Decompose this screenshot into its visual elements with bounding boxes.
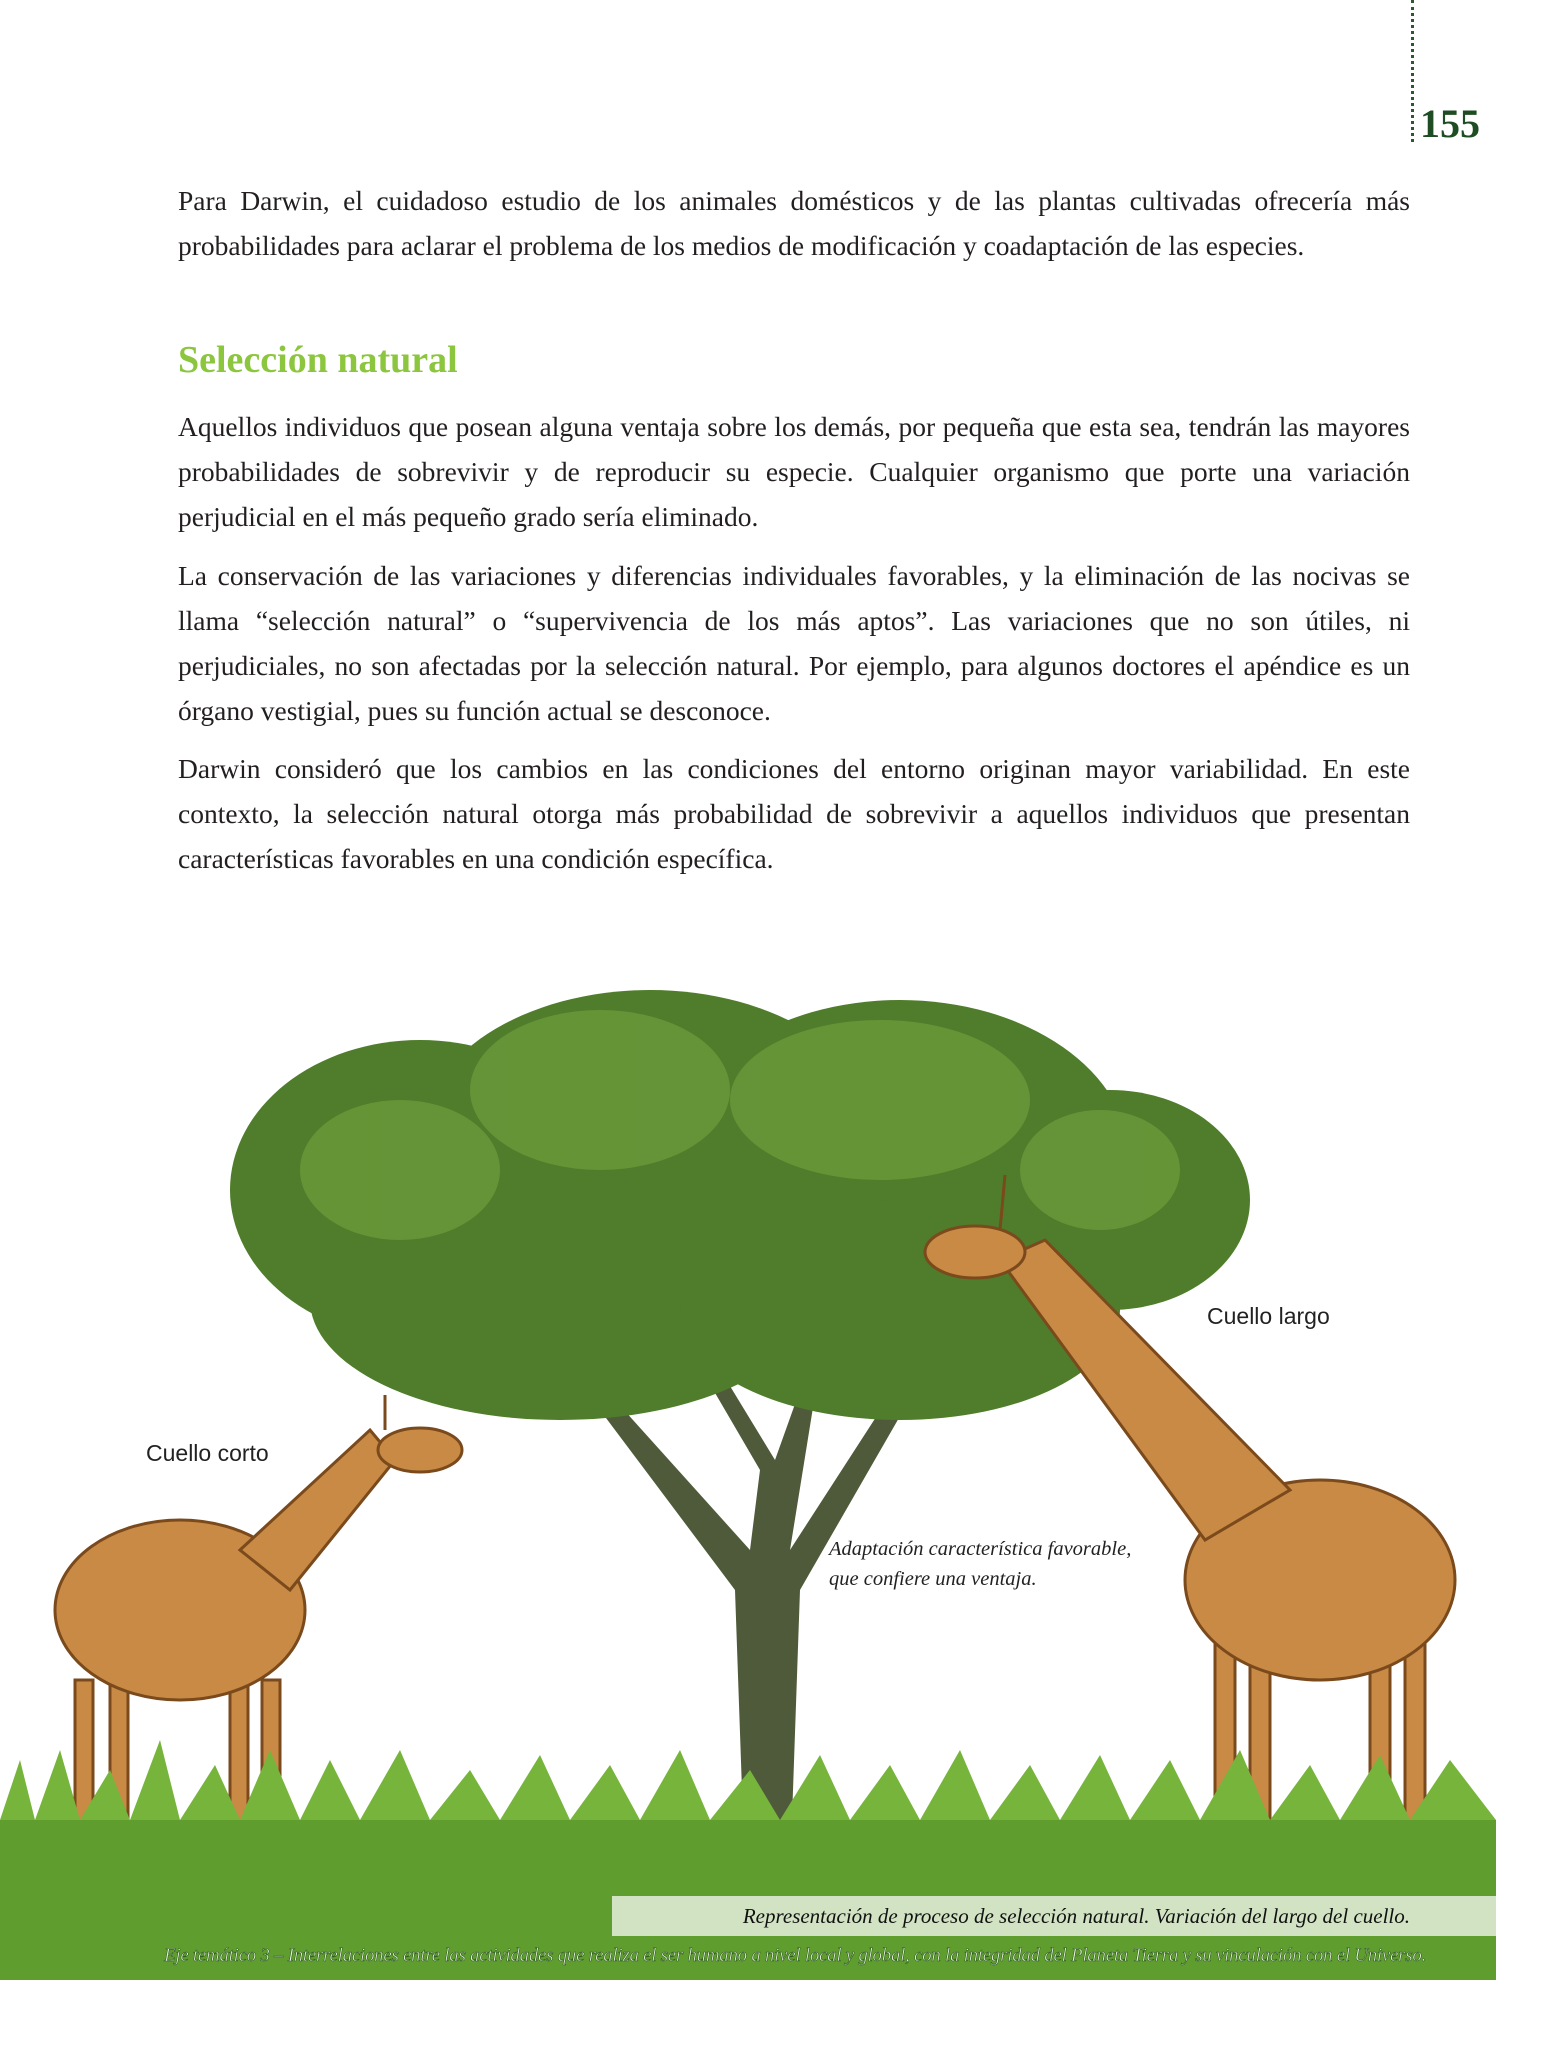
label-short-neck: Cuello corto [146, 1440, 269, 1466]
paragraph: Aquellos individuos que posean alguna ventaja sobre los demás, por pequeña que esta sea, tendrán las mayores probabilidades de sobrevivir y de reproducir su especie. Cualquier organismo que porte una variación perjudicial en el más pequeño grado sería eliminado. [178, 411, 1410, 532]
section-title: Selección natural [178, 339, 458, 381]
adaptation-note-line: que confiere una ventaja. [829, 1568, 1037, 1590]
page-number: 155 [1420, 101, 1480, 146]
adaptation-note-line: Adaptación característica favorable, [829, 1538, 1132, 1560]
label-long-neck: Cuello largo [1207, 1303, 1330, 1329]
paragraph: La conservación de las variaciones y diferencias individuales favorables, y la eliminación de las nocivas se llama “selección natural” o “supervivencia de los más aptos”. Las variaciones que no son útiles, ni perjudiciales, no son afectadas por la selección natural. Por ejemplo, para algunos doctores el apéndice es un órgano vestigial, pues su función actual se desconoce. [178, 560, 1410, 726]
adaptation-note [829, 1534, 1131, 1594]
giraffe-tree-illustration [0, 990, 1500, 1980]
intro-paragraph: Para Darwin, el cuidadoso estudio de los animales domésticos y de las plantas cultivadas ofrecería más probabilidades para aclarar el problema de los medios de modificación y coadaptación de las especies. [178, 185, 1410, 261]
margin-dotted-rule [1411, 0, 1414, 142]
page-footer: Eje temático 3 – Interrelaciones entre las actividades que realiza el ser humano a nivel local y global, con la integridad del Planeta Tierra y su vinculación con el Universo. [164, 1945, 1426, 1966]
figure-caption: Representación de proceso de selección natural. Variación del largo del cuello. [612, 1896, 1496, 1936]
tree [230, 990, 1250, 1876]
paragraph: Darwin consideró que los cambios en las condiciones del entorno originan mayor variabilidad. En este contexto, la selección natural otorga más probabilidad de sobrevivir a aquellos individuos que presentan características favorables en una condición específica. [178, 753, 1410, 874]
